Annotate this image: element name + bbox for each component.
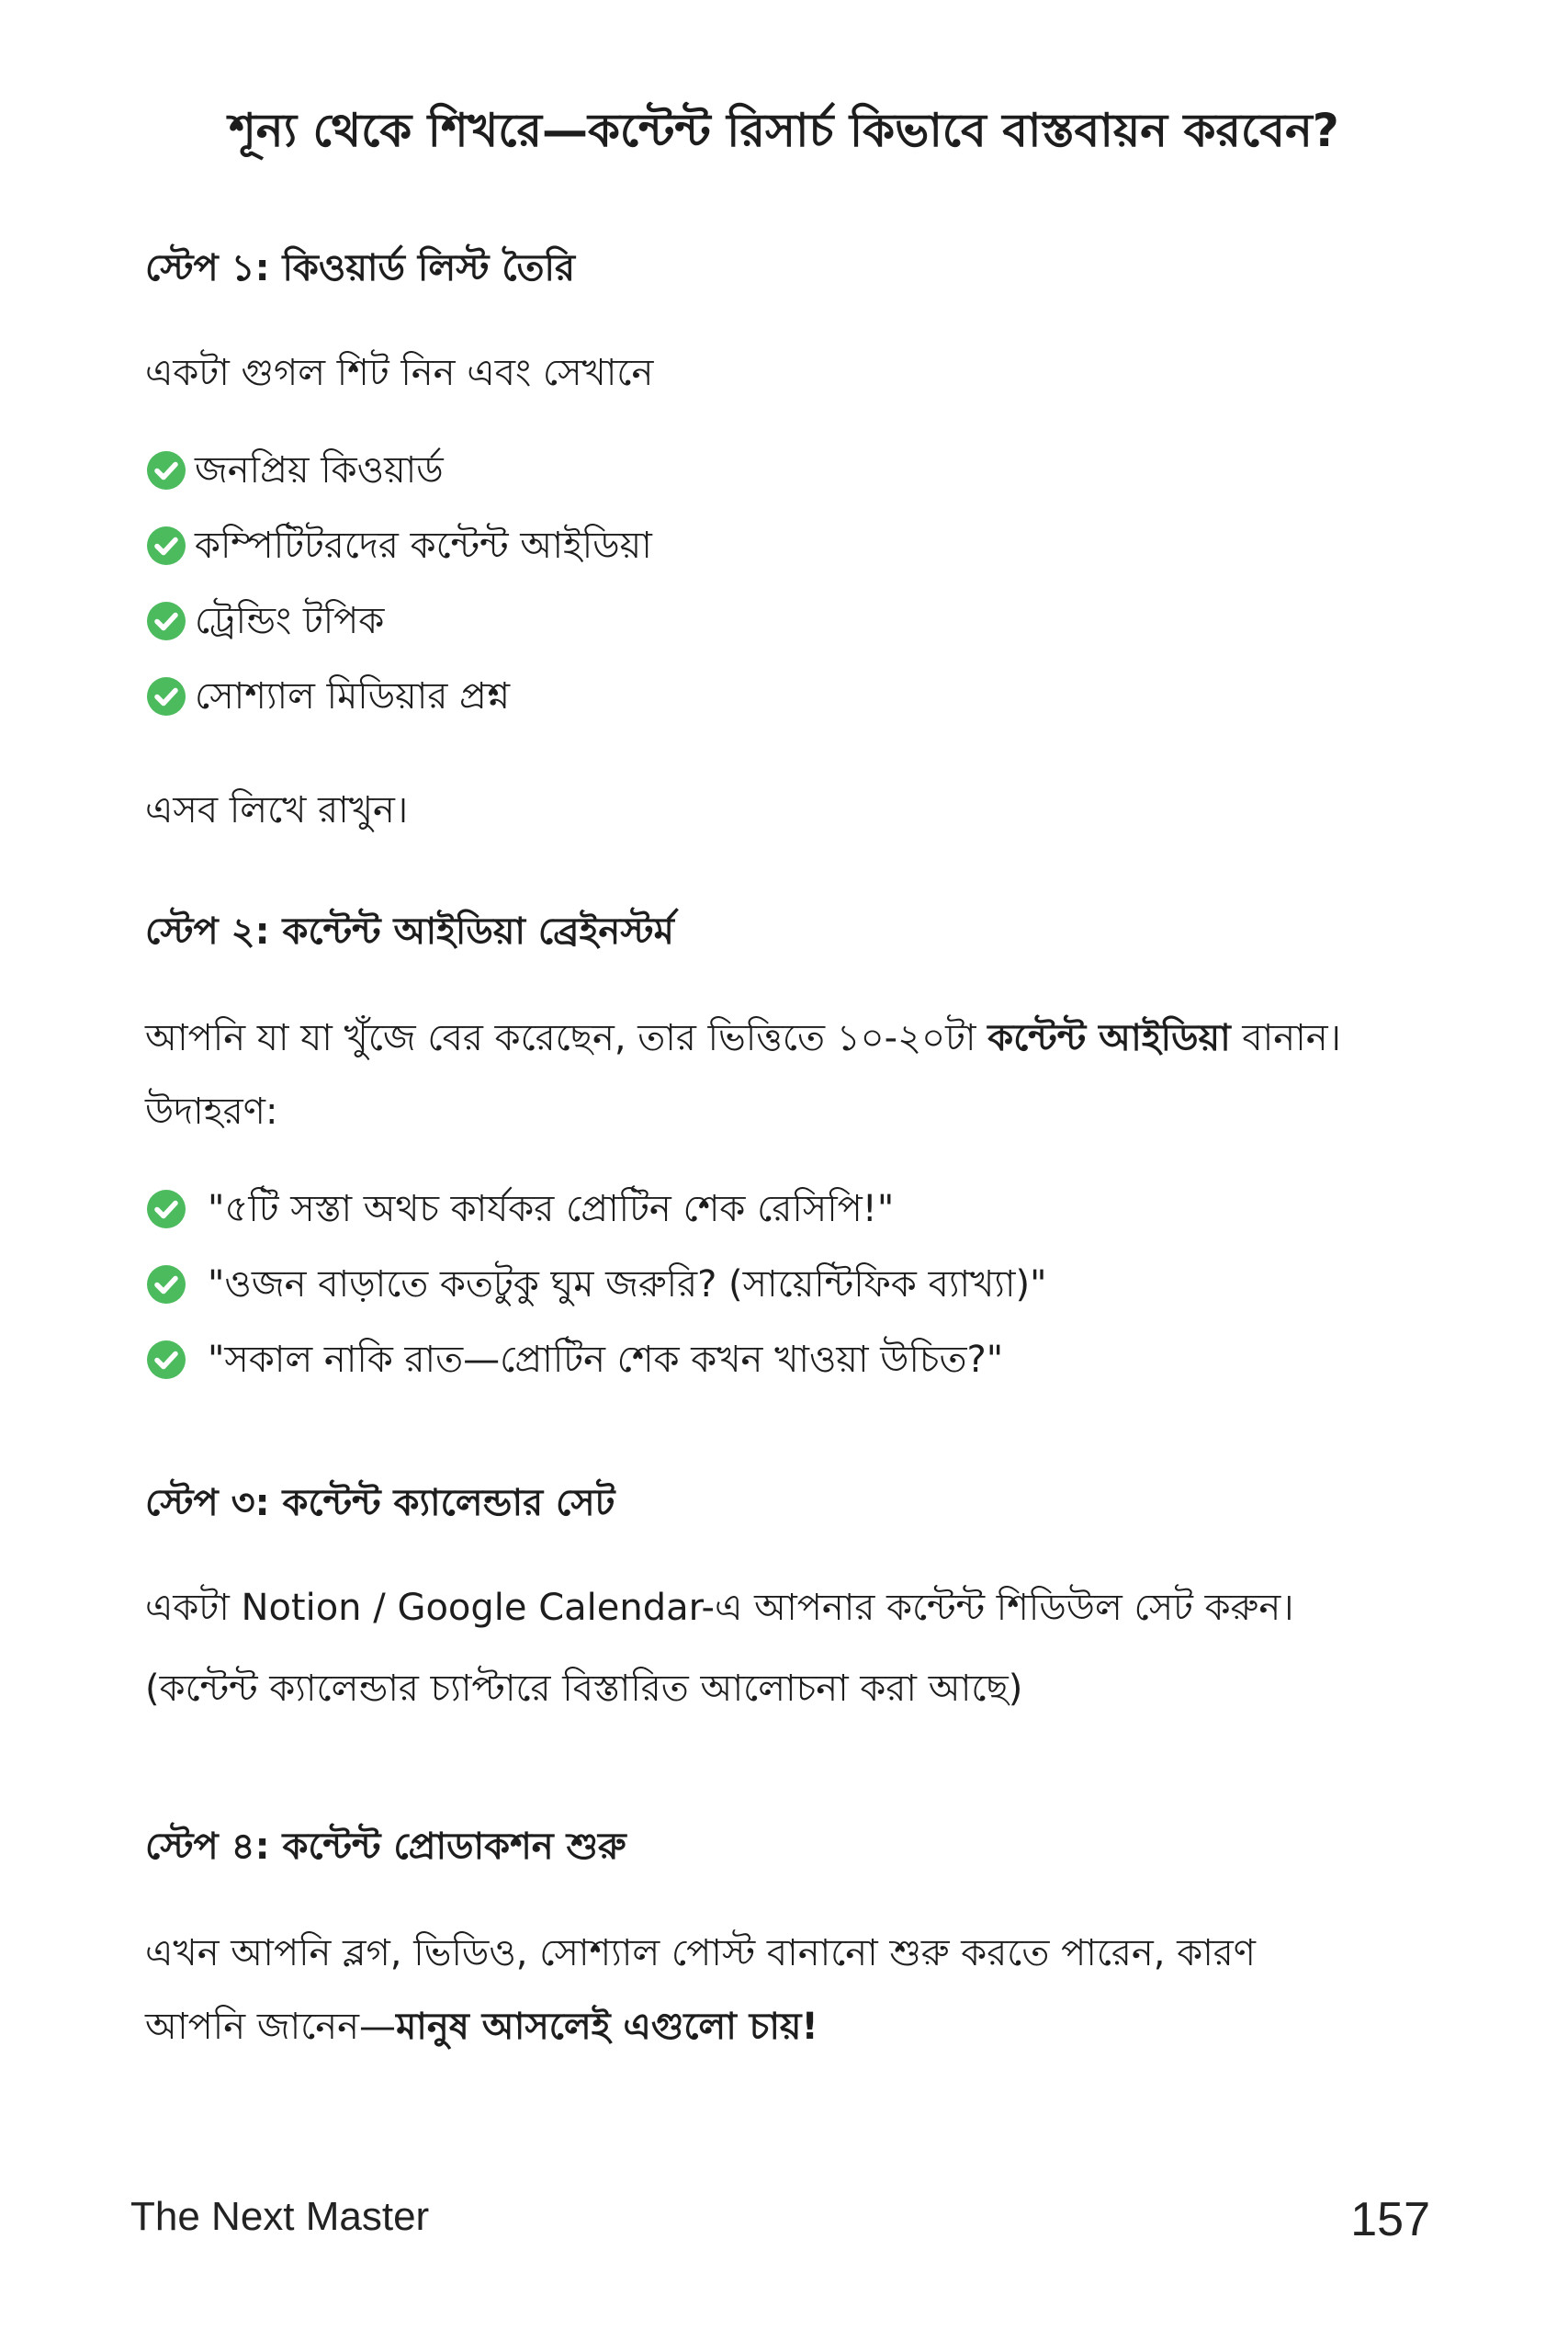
check-circle-icon — [145, 675, 187, 718]
list-item — [145, 1334, 1003, 1385]
check-circle-icon — [145, 1263, 187, 1306]
list-item — [145, 445, 444, 496]
step-2-heading: স্টেপ ২: কন্টেন্ট আইডিয়া ব্রেইনস্টর্ম — [145, 910, 674, 953]
step-2-example-label: উদাহরণ: — [145, 1091, 278, 1133]
list-item — [145, 520, 652, 571]
step-2-text — [145, 1011, 1341, 1066]
list-item-text: "ওজন বাড়াতে কতটুকু ঘুম জরুরি? (সায়েন্টিফিক ব্যাখ্যা)" — [208, 1263, 1047, 1306]
step-4-line-2 — [145, 1999, 818, 2054]
step-3-line-2: (কন্টেন্ট ক্যালেন্ডার চ্যাপ্টারে বিস্তারিত আলোচনা করা আছে) — [145, 1668, 1023, 1710]
list-item — [145, 1183, 894, 1235]
step-4-line-1: এখন আপনি ব্লগ, ভিডিও, সোশ্যাল পোস্ট বানানো শুরু করতে পারেন, কারণ — [145, 1932, 1256, 1974]
step-1-heading: স্টেপ ১: কিওয়ার্ড লিস্ট তৈরি — [145, 247, 576, 289]
step-4-line-2-before: আপনি জানেন— — [145, 2006, 397, 2048]
step-3-line-1: একটা Notion / Google Calendar-এ আপনার কন্টেন্ট শিডিউল সেট করুন। — [145, 1587, 1294, 1629]
list-item-text: কম্পিটিটরদের কন্টেন্ট আইডিয়া — [195, 525, 652, 567]
list-item-text: সোশ্যাল মিডিয়ার প্রশ্ন — [195, 675, 511, 718]
step-2-text-bold: কন্টেন্ট আইডিয়া — [987, 1017, 1231, 1059]
step-4-line-2-bold: মানুষ আসলেই এগুলো চায়! — [396, 2006, 818, 2048]
page-number: 157 — [1350, 2193, 1430, 2246]
page-title: শূন্য থেকে শিখরে—কন্টেন্ট রিসার্চ কিভাবে বাস্তবায়ন করবেন? — [229, 104, 1339, 157]
list-item-text: ট্রেন্ডিং টপিক — [195, 600, 385, 642]
check-circle-icon — [145, 1188, 187, 1230]
step-1-outro: এসব লিখে রাখুন। — [145, 789, 409, 831]
list-item — [145, 1259, 1047, 1310]
check-circle-icon — [145, 449, 187, 492]
list-item-text: "সকাল নাকি রাত—প্রোটিন শেক কখন খাওয়া উচিত?" — [208, 1339, 1004, 1381]
check-circle-icon — [145, 600, 187, 642]
list-item-text: জনপ্রিয় কিওয়ার্ড — [195, 449, 444, 492]
footer-book-title: The Next Master — [130, 2194, 430, 2239]
step-4-heading: স্টেপ ৪: কন্টেন্ট প্রোডাকশন শুরু — [145, 1826, 626, 1868]
step-3-heading: স্টেপ ৩: কন্টেন্ট ক্যালেন্ডার সেট — [145, 1482, 615, 1524]
list-item — [145, 671, 510, 722]
check-circle-icon — [145, 525, 187, 567]
step-2-text-after: বানান। — [1230, 1017, 1341, 1059]
list-item — [145, 595, 384, 647]
step-1-intro: একটা গুগল শিট নিন এবং সেখানে — [145, 352, 654, 394]
check-circle-icon — [145, 1339, 187, 1381]
list-item-text: "৫টি সস্তা অথচ কার্যকর প্রোটিন শেক রেসিপি!" — [208, 1188, 895, 1230]
step-2-text-before: আপনি যা যা খুঁজে বের করেছেন, তার ভিত্তিতে ১০-২০টা — [145, 1017, 988, 1059]
